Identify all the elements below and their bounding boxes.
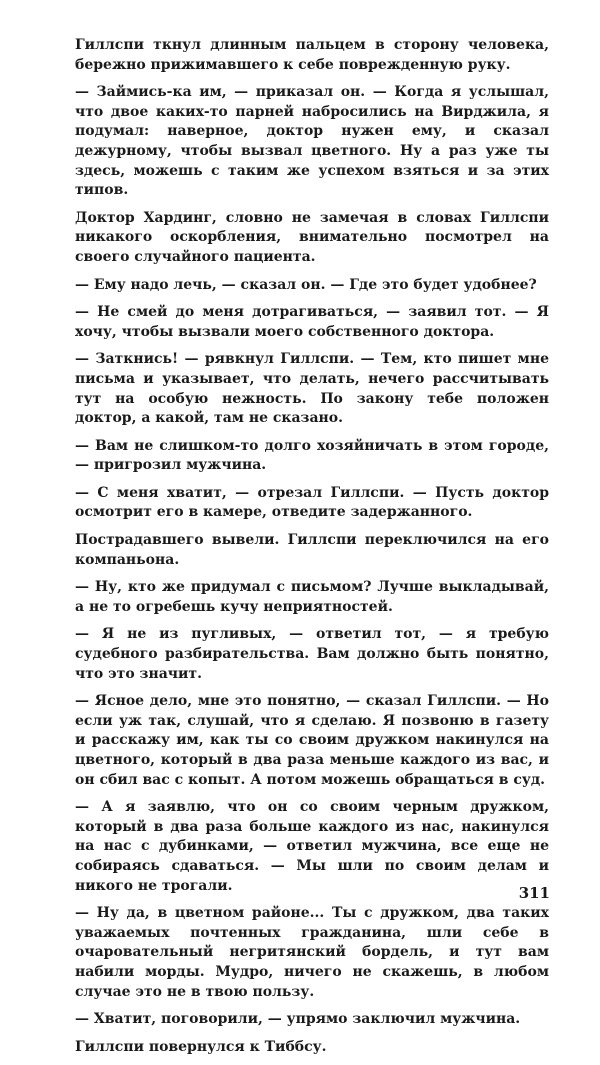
paragraph: Гиллспи ткнул длинным пальцем в сторону человека, бережно прижимавшего к себе поврежденную руку. bbox=[75, 37, 549, 73]
paragraph: — С меня хватит, — отрезал Гиллспи. — Пусть доктор осмотрит его в камере, отведите задержанного. bbox=[75, 484, 549, 521]
paragraph: — Заткнись! — рявкнул Гиллспи. — Тем, кто пишет мне письма и указывает, что делать, нечего рассчитывать тут на особую нежность. По закону тебе положен доктор, а какой, там не сказано. bbox=[75, 351, 549, 427]
paragraph: Пострадавшего вывели. Гиллспи переключился на его компаньона. bbox=[75, 532, 549, 568]
paragraph: Доктор Хардинг, словно не замечая в словах Гиллспи никакого оскорбления, внимательно посмотрел на своего случайного пациента. bbox=[75, 209, 549, 265]
paragraph: — Не смей до меня дотрагиваться, — заявил тот. — Я хочу, чтобы вызвали моего собственного доктора. bbox=[75, 304, 549, 340]
paragraph: — Займись-ка им, — приказал он. — Когда я услышал, что двое каких-то парней набросились на Вирджила, я подумал: наверное, доктор нужен ему, и сказал дежурному, чтобы вызвал цветного. Ну а раз уже ты здесь, можешь с таким же успехом взяться и за этих типов. bbox=[75, 84, 549, 199]
paragraph: — Ясное дело, мне это понятно, — сказал Гиллспи. — Но если уж так, слушай, что я сделаю. Я позвоню в газету и расскажу им, как ты со своим дружком накинулся на цветного, который в два раза меньше каждого из вас, и он сбил вас с копыт. А потом можешь обращаться в суд. bbox=[75, 693, 549, 788]
paragraph: — Ну, кто же придумал с письмом? Лучше выкладывай, а не то огребешь кучу неприятностей. bbox=[75, 579, 549, 615]
paragraph: — Ему надо лечь, — сказал он. — Где это будет удобнее? bbox=[75, 276, 537, 293]
paragraph: — Я не из пугливых, — ответил тот, — я требую судебного разбирательства. Вам должно быть понятно, что это значит. bbox=[75, 626, 549, 682]
paragraph: — А я заявлю, что он со своим черным дружком, который в два раза больше каждого из нас, накинулся на нас с дубинками, — ответил мужчина, все еще не собираясь сдаваться. — Мы шли по своим делам и никого не трогали. bbox=[75, 799, 549, 894]
paragraph: — Ну да, в цветном районе... Ты с дружком, два таких уважаемых почтенных гражданина, шли себе в очаровательный негритянский бордель, и тут вам набили морды. Мудро, ничего не скажешь, в любом случае это не в твою пользу. bbox=[75, 905, 549, 1000]
paragraph: — Хватит, поговорили, — упрямо заключил мужчина. bbox=[75, 1011, 521, 1028]
page-number: 311 bbox=[518, 884, 550, 902]
paragraph: — Вам не слишком-то долго хозяйничать в этом городе, — пригрозил мужчина. bbox=[75, 437, 549, 474]
paragraph: Гиллспи повернулся к Тиббсу. bbox=[75, 1038, 327, 1055]
body-text bbox=[75, 36, 549, 1065]
